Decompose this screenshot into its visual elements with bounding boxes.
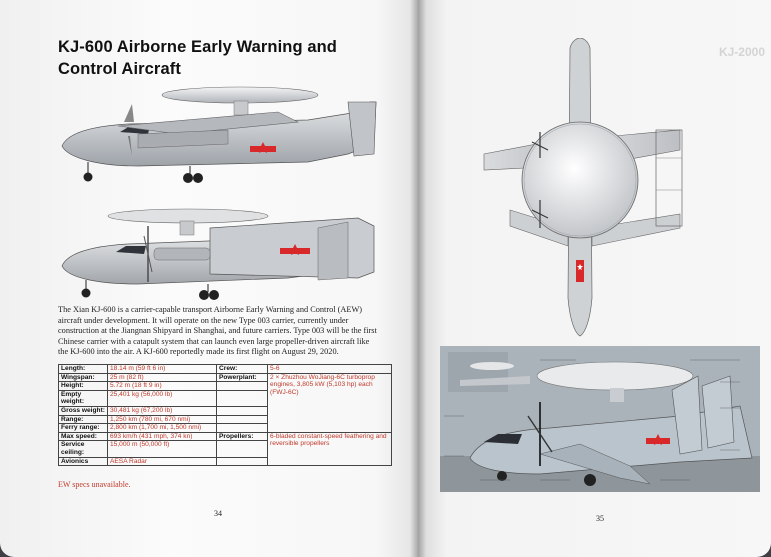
spec-value: 25 m (82 ft) <box>108 373 217 382</box>
empty-cell <box>217 457 268 466</box>
spec-label: Empty weight: <box>59 390 108 406</box>
ew-note: EW specs unavailable. <box>58 480 131 489</box>
spec-value: 18.14 m (59 ft 6 in) <box>108 365 217 374</box>
spec-value: 5-6 <box>268 365 392 374</box>
empty-cell <box>217 441 268 457</box>
empty-cell <box>217 415 268 424</box>
spec-label: Height: <box>59 382 108 391</box>
empty-cell <box>217 382 268 391</box>
spec-label: Ferry range: <box>59 424 108 433</box>
spec-label: Propellers: <box>217 432 268 441</box>
empty-cell <box>217 390 268 406</box>
spec-value: 1,250 km (780 mi, 670 nmi) <box>108 415 217 424</box>
right-page <box>418 0 771 557</box>
page-number-left: 34 <box>214 509 222 518</box>
book-gutter <box>410 0 426 557</box>
specifications-table <box>58 364 392 466</box>
table-row <box>59 365 392 374</box>
spec-label: Max speed: <box>59 432 108 441</box>
empty-cell <box>217 424 268 433</box>
spec-label: Gross weight: <box>59 406 108 415</box>
spec-label: Wingspan: <box>59 373 108 382</box>
empty-cell <box>217 406 268 415</box>
table-row <box>59 432 392 441</box>
side-view-aircraft-drawing-2 <box>58 208 380 304</box>
spec-value: 2,800 km (1,700 mi, 1,500 nmi) <box>108 424 217 433</box>
spec-value: 693 km/h (431 mph, 374 kn) <box>108 432 217 441</box>
spec-value: AESA Radar <box>108 457 217 466</box>
spec-value: 15,000 m (50,000 ft) <box>108 441 217 457</box>
spec-value: 2 × Zhuzhou WoJiang-6C turboprop engines, 3,805 kW (5,103 hp) each (FWJ-6C) <box>268 373 392 432</box>
page-title: KJ-600 Airborne Early Warning and Control Aircraft <box>58 38 337 78</box>
aircraft-photo <box>440 346 760 492</box>
spec-value: 25,401 kg (56,000 lb) <box>108 390 217 406</box>
description-paragraph: The Xian KJ-600 is a carrier-capable transport Airborne Early Warning and Control (AEW) aircraft under development. It will operate on the new Type 003 carrier, currently under construction at the Jiangnan Shipyard in Shanghai, and future carriers. Type 003 will be the first Chinese carrier with a catapult system that can launch even large propeller-driven aircraft like the KJ-600 into the air. A KJ-600 reportedly made its first flight on August 29, 2020. <box>58 305 377 357</box>
table-row <box>59 373 392 382</box>
spec-value: 5.72 m (18 ft 9 in) <box>108 382 217 391</box>
bleed-through-text: KJ-2000 <box>718 45 765 59</box>
spec-label: Range: <box>59 415 108 424</box>
aircraft-photo-render <box>440 346 760 492</box>
spec-label: Service ceiling: <box>59 441 108 457</box>
top-view-aircraft-drawing <box>480 38 710 338</box>
spec-label: Powerplant: <box>217 373 268 382</box>
spec-label: Avionics <box>59 457 108 466</box>
side-view-aircraft-drawing-1 <box>58 82 380 188</box>
spec-value: 30,481 kg (67,200 lb) <box>108 406 217 415</box>
spec-label: Crew: <box>217 365 268 374</box>
spec-value: 6-bladed constant-speed feathering and reversible propellers <box>268 432 392 465</box>
page-number-right: 35 <box>596 514 604 523</box>
spec-label: Length: <box>59 365 108 374</box>
